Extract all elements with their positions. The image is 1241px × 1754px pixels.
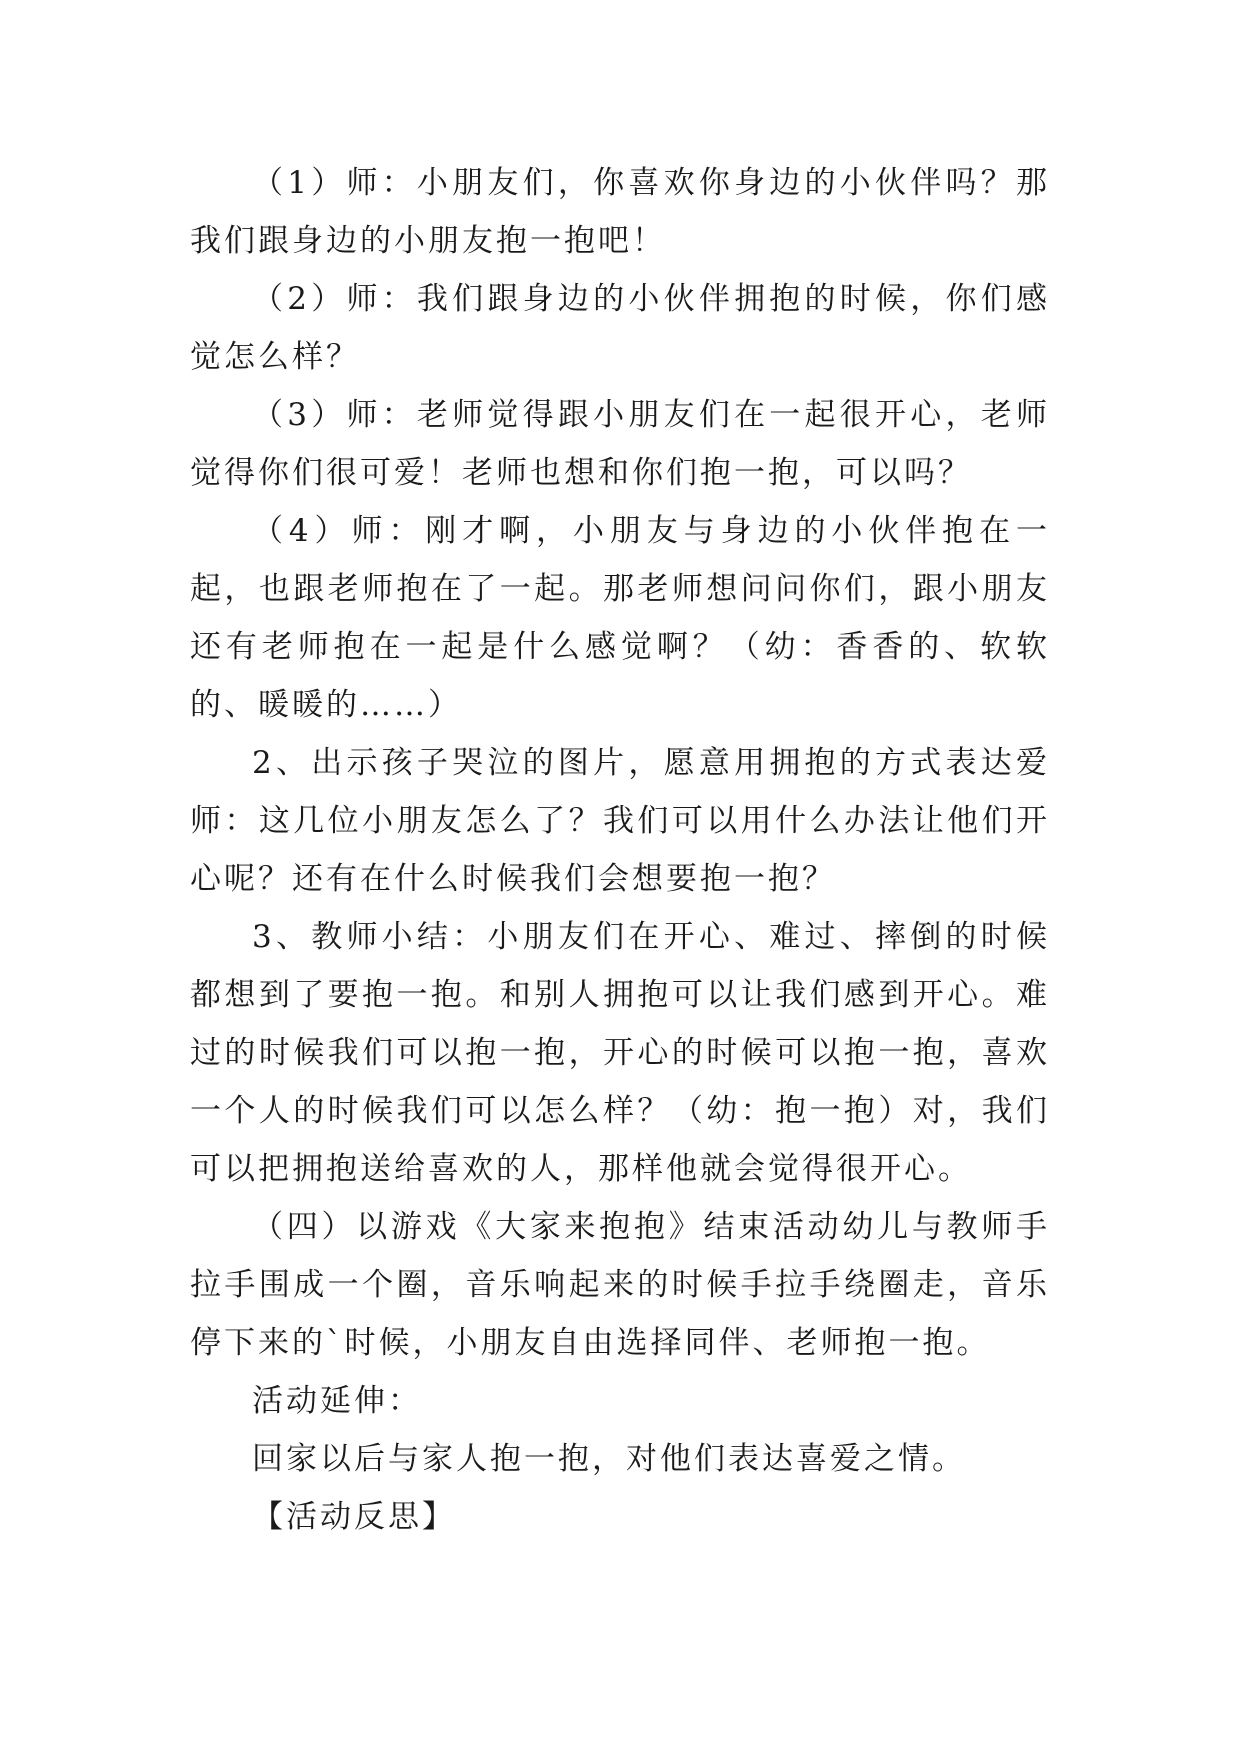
- paragraph-teacher-question-3: （3）师：老师觉得跟小朋友们在一起很开心，老师觉得你们很可爱！老师也想和你们抱一抱，可以吗？: [190, 397, 1050, 491]
- paragraph-step-2: 2、出示孩子哭泣的图片，愿意用拥抱的方式表达爱师：这几位小朋友怎么了？我们可以用什么办法让他们开心呢？还有在什么时候我们会想要抱一抱？: [190, 745, 1050, 897]
- paragraph-activity-extension: 回家以后与家人抱一抱，对他们表达喜爱之情。: [252, 1441, 966, 1477]
- paragraph-teacher-question-2: （2）师：我们跟身边的小伙伴拥抱的时候，你们感觉怎么样？: [190, 281, 1050, 375]
- heading-activity-extension: 活动延伸：: [252, 1383, 422, 1419]
- document-body: [190, 154, 1050, 1546]
- paragraph-teacher-question-1: （1）师：小朋友们，你喜欢你身边的小伙伴吗？那我们跟身边的小朋友抱一抱吧！: [190, 165, 1050, 259]
- paragraph-step-3-summary: 3、教师小结：小朋友们在开心、难过、摔倒的时候都想到了要抱一抱。和别人拥抱可以让我们感到开心。难过的时候我们可以抱一抱，开心的时候可以抱一抱，喜欢一个人的时候我们可以怎么样？（幼：抱一抱）对，我们可以把拥抱送给喜欢的人，那样他就会觉得很开心。: [190, 919, 1050, 1187]
- paragraph-section-4-game: （四）以游戏《大家来抱抱》结束活动幼儿与教师手拉手围成一个圈，音乐响起来的时候手拉手绕圈走，音乐停下来的`时候，小朋友自由选择同伴、老师抱一抱。: [190, 1209, 1050, 1361]
- paragraph-teacher-question-4: （4）师：刚才啊，小朋友与身边的小伙伴抱在一起，也跟老师抱在了一起。那老师想问问你们，跟小朋友还有老师抱在一起是什么感觉啊？（幼：香香的、软软的、暖暖的……）: [190, 513, 1050, 723]
- heading-activity-reflection: 【活动反思】: [252, 1499, 456, 1535]
